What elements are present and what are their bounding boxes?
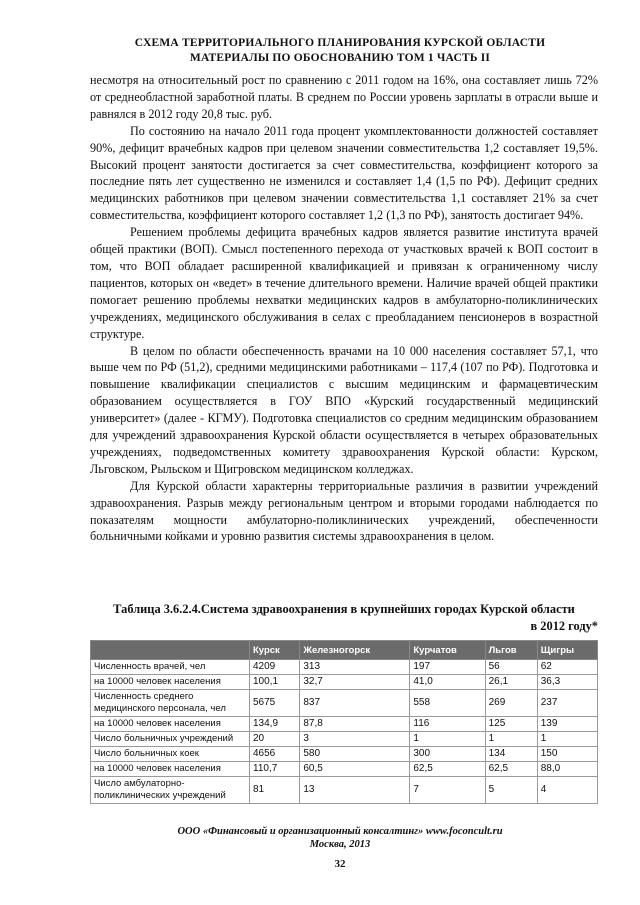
table-cell: 13 bbox=[300, 777, 410, 804]
table-cell: 237 bbox=[537, 690, 597, 717]
table-cell: 134 bbox=[485, 747, 537, 762]
table-cell: 4209 bbox=[250, 660, 300, 675]
table-row bbox=[91, 747, 598, 762]
row-label: на 10000 человек населения bbox=[91, 762, 250, 777]
table-cell: 300 bbox=[410, 747, 485, 762]
table-cell: 1 bbox=[485, 732, 537, 747]
table-row bbox=[91, 732, 598, 747]
row-label: Число больничных учреждений bbox=[91, 732, 250, 747]
table-cell: 4656 bbox=[250, 747, 300, 762]
table-cell: 150 bbox=[537, 747, 597, 762]
table-row bbox=[91, 690, 598, 717]
paragraph: По состоянию на начало 2011 года процент укомплектованности должностей составляет 90%, дефицит врачебных кадров при целевом значении совместительства 1,2 составляет 19,5%. Высокий процент занятости достигается за счет совместительства, коэффициент которого за последние пять лет существенно не изменился и составляет 1,4 (1,5 по РФ). Дефицит средних медицинских работников при целевом значении совместительства 1,1 составляет 21% за счет совместительства, коэффициент которого составляет 1,2 (1,3 по РФ), занятость достигает 94%. bbox=[90, 123, 598, 223]
row-label: Число больничных коек bbox=[91, 747, 250, 762]
table-cell: 1 bbox=[537, 732, 597, 747]
table-caption-year: в 2012 году* bbox=[530, 619, 598, 633]
page-footer bbox=[80, 825, 600, 851]
header-subtitle: МАТЕРИАЛЫ ПО ОБОСНОВАНИЮ ТОМ 1 ЧАСТЬ II bbox=[189, 52, 491, 64]
table-cell: 62,5 bbox=[485, 762, 537, 777]
page-header bbox=[80, 36, 600, 66]
table-cell: 134,9 bbox=[250, 717, 300, 732]
table-cell: 62 bbox=[537, 660, 597, 675]
table-cell: 837 bbox=[300, 690, 410, 717]
table-row bbox=[91, 660, 598, 675]
table-cell: 313 bbox=[300, 660, 410, 675]
column-header: Железногорск bbox=[300, 641, 410, 660]
health-system-table bbox=[90, 640, 598, 804]
row-label: Численность среднего медицинского персонала, чел bbox=[91, 690, 250, 717]
table-cell: 110,7 bbox=[250, 762, 300, 777]
table-cell: 125 bbox=[485, 717, 537, 732]
table-cell: 56 bbox=[485, 660, 537, 675]
row-label: Численность врачей, чел bbox=[91, 660, 250, 675]
table-caption bbox=[90, 601, 598, 635]
header-title: СХЕМА ТЕРРИТОРИАЛЬНОГО ПЛАНИРОВАНИЯ КУРСКОЙ ОБЛАСТИ bbox=[134, 37, 546, 49]
table-row bbox=[91, 717, 598, 732]
column-header: Курск bbox=[250, 641, 300, 660]
paragraph: несмотря на относительный рост по сравнению с 2011 годом на 16%, она составляет лишь 72% от среднеобластной заработной платы. В среднем по России уровень зарплаты в отрасли выше и равнялся в 2012 году 20,8 тыс. руб. bbox=[90, 73, 598, 121]
table-cell: 36,3 bbox=[537, 675, 597, 690]
table-cell: 4 bbox=[537, 777, 597, 804]
row-label: на 10000 человек населения bbox=[91, 717, 250, 732]
table-cell: 3 bbox=[300, 732, 410, 747]
paragraph: Решением проблемы дефицита врачебных кадров является развитие института врачей общей практики (ВОП). Смысл постепенного перехода от участковых врачей к ВОП состоит в том, что ВОП обладает расширенной квалификацией и привязан к ограниченному числу пациентов, которых он «ведет» в течение длительного времени. Наличие врачей общей практики помогает решению проблемы нехватки медицинских кадров в амбулаторно-поликлинических учреждениях, медицинского обслуживания в селах с преобладанием пенсионеров в возрастной структуре. bbox=[90, 225, 598, 341]
table-cell: 5 bbox=[485, 777, 537, 804]
table-cell: 5675 bbox=[250, 690, 300, 717]
paragraph: Для Курской области характерны территориальные различия в развитии учреждений здравоохранения. Разрыв между региональным центром и вторыми городами наблюдается по показателям мощности амбулаторно-поликлинических учреждений, обеспеченности больничными койками и уровню развития системы здравоохранения в целом. bbox=[90, 478, 598, 544]
table-cell: 81 bbox=[250, 777, 300, 804]
page-number: 32 bbox=[334, 858, 346, 870]
header-blank-cell bbox=[91, 641, 250, 660]
paragraph: В целом по области обеспеченность врачами на 10 000 населения составляет 57,1, что выше чем по РФ (51,2), средними медицинскими работниками – 117,4 (107 по РФ). Подготовка и повышение квалификации специалистов с высшим медицинским и фармацевтическим образованием осуществляется в ГОУ ВПО «Курский государственный медицинский университет» (далее - КГМУ). Подготовка специалистов со средним медицинским образованием для учреждений здравоохранения Курской области осуществляется в четырех образовательных учреждениях, подведомственных комитету здравоохранения Курской области: Курском, Льговском, Рыльском и Щигровском медицинском колледжах. bbox=[90, 343, 598, 476]
table-cell: 41,0 bbox=[410, 675, 485, 690]
table-cell: 1 bbox=[410, 732, 485, 747]
body-text bbox=[90, 72, 598, 545]
table-header-row bbox=[91, 641, 598, 660]
column-header: Щигры bbox=[537, 641, 597, 660]
column-header: Курчатов bbox=[410, 641, 485, 660]
table-cell: 197 bbox=[410, 660, 485, 675]
table-cell: 62,5 bbox=[410, 762, 485, 777]
table-cell: 116 bbox=[410, 717, 485, 732]
table-cell: 88,0 bbox=[537, 762, 597, 777]
column-header: Льгов bbox=[485, 641, 537, 660]
table-cell: 26,1 bbox=[485, 675, 537, 690]
footer-city: Москва, 2013 bbox=[309, 839, 371, 850]
row-label: Число амбулаторно-поликлинических учреждений bbox=[91, 777, 250, 804]
table-row bbox=[91, 762, 598, 777]
footer-company: ООО «Финансовый и организационный консалтинг» www.foconcult.ru bbox=[177, 826, 503, 837]
table-caption-title: Таблица 3.6.2.4.Система здравоохранения в крупнейших городах Курской области bbox=[113, 602, 575, 616]
table-cell: 100,1 bbox=[250, 675, 300, 690]
table-cell: 580 bbox=[300, 747, 410, 762]
row-label: на 10000 человек населения bbox=[91, 675, 250, 690]
table-cell: 7 bbox=[410, 777, 485, 804]
table-row bbox=[91, 777, 598, 804]
table-cell: 269 bbox=[485, 690, 537, 717]
table-cell: 20 bbox=[250, 732, 300, 747]
table-cell: 32,7 bbox=[300, 675, 410, 690]
table-cell: 558 bbox=[410, 690, 485, 717]
table-cell: 87,8 bbox=[300, 717, 410, 732]
table-row bbox=[91, 675, 598, 690]
table-cell: 60,5 bbox=[300, 762, 410, 777]
table-cell: 139 bbox=[537, 717, 597, 732]
